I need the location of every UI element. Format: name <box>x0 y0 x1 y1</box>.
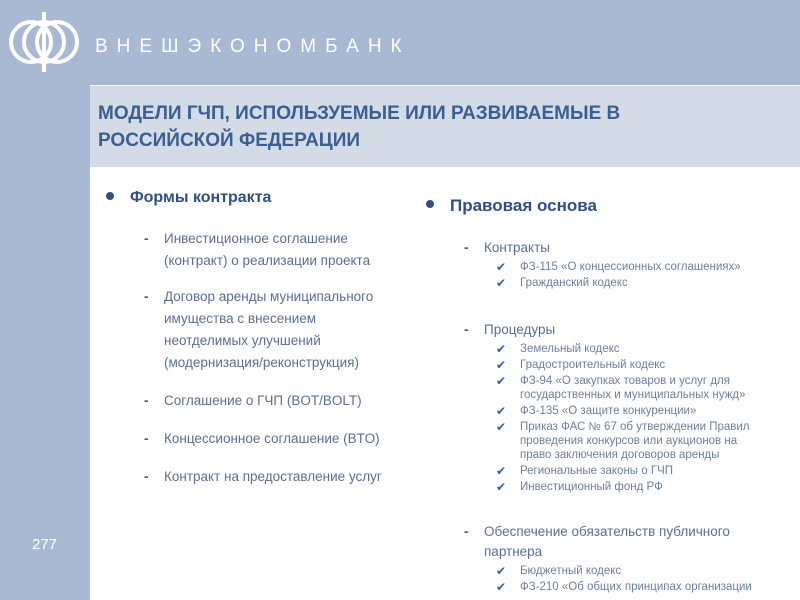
veb-monogram-logo <box>6 4 82 80</box>
list-item: ✔ ФЗ-210 «Об общих принципах организации <box>496 580 752 594</box>
check-icon: ✔ <box>496 480 507 494</box>
dash-icon: - <box>144 431 149 446</box>
check-icon: ✔ <box>496 342 507 356</box>
list-item: ✔ Градостроительный кодекс <box>496 358 666 372</box>
slide-title <box>98 100 778 154</box>
list-item: ✔ Земельный кодекс <box>496 342 620 356</box>
list-item: ✔ Бюджетный кодекс <box>496 564 622 578</box>
bullet-icon <box>426 200 434 208</box>
dash-icon: - <box>464 524 469 539</box>
contract-forms-heading: Формы контракта <box>106 186 416 210</box>
legal-basis-column <box>426 194 796 594</box>
check-icon: ✔ <box>496 464 507 478</box>
dash-icon: - <box>144 469 149 484</box>
legal-group-procedures: - Процедуры <box>426 320 796 340</box>
bullet-icon <box>106 192 114 200</box>
check-icon: ✔ <box>496 260 507 274</box>
list-item: - Концессионное соглашение (BTO) <box>106 428 416 450</box>
page-number: 277 <box>32 536 58 553</box>
dash-icon: - <box>464 322 469 337</box>
list-item: - Контракт на предоставление услуг <box>106 466 416 488</box>
left-band <box>0 0 90 600</box>
dash-icon: - <box>144 231 149 246</box>
check-icon: ✔ <box>496 420 507 434</box>
list-item: ✔ Инвестиционный фонд РФ <box>496 480 663 494</box>
list-item: ✔ ФЗ-115 «О концессионных соглашениях» <box>496 260 741 274</box>
legal-group-obligations: - Обеспечение обязательств публичного партнера <box>464 524 730 559</box>
dash-icon: - <box>464 240 469 255</box>
slide-title-line-2: РОССИЙСКОЙ ФЕДЕРАЦИИ <box>98 130 361 151</box>
list-item: ✔ ФЗ-135 «О защите конкуренции» <box>496 404 697 418</box>
check-icon: ✔ <box>496 276 507 290</box>
list-item: ✔ Региональные законы о ГЧП <box>496 464 674 478</box>
list-item: ✔ Приказ ФАС № 67 об утверждении Правил проведения конкурсов или аукционов на право заключения договоров аренды <box>496 420 750 461</box>
check-icon: ✔ <box>496 580 507 594</box>
list-item: ✔ ФЗ-94 «О закупках товаров и услуг для государственных и муниципальных нужд» <box>496 374 746 401</box>
bank-name: ВНЕШЭКОНОМБАНК <box>95 36 411 57</box>
contract-forms-column <box>106 186 416 488</box>
list-item: - Соглашение о ГЧП (BOT/BOLT) <box>106 390 416 412</box>
legal-group-contracts: - Контракты <box>426 238 796 258</box>
list-item: - Договор аренды муниципального имущества с внесением неотделимых улучшений (модернизация/реконструкция) <box>106 286 416 374</box>
check-icon: ✔ <box>496 404 507 418</box>
list-item: - Инвестиционное соглашение (контракт) о реализации проекта <box>106 228 416 272</box>
check-icon: ✔ <box>496 564 507 578</box>
check-icon: ✔ <box>496 374 507 388</box>
slide-title-line-1: МОДЕЛИ ГЧП, ИСПОЛЬЗУЕМЫЕ ИЛИ РАЗВИВАЕМЫЕ В <box>98 103 621 124</box>
legal-basis-heading: Правовая основа <box>426 194 796 218</box>
list-item: ✔ Гражданский кодекс <box>496 276 628 290</box>
dash-icon: - <box>144 393 149 408</box>
dash-icon: - <box>144 289 149 304</box>
check-icon: ✔ <box>496 358 507 372</box>
